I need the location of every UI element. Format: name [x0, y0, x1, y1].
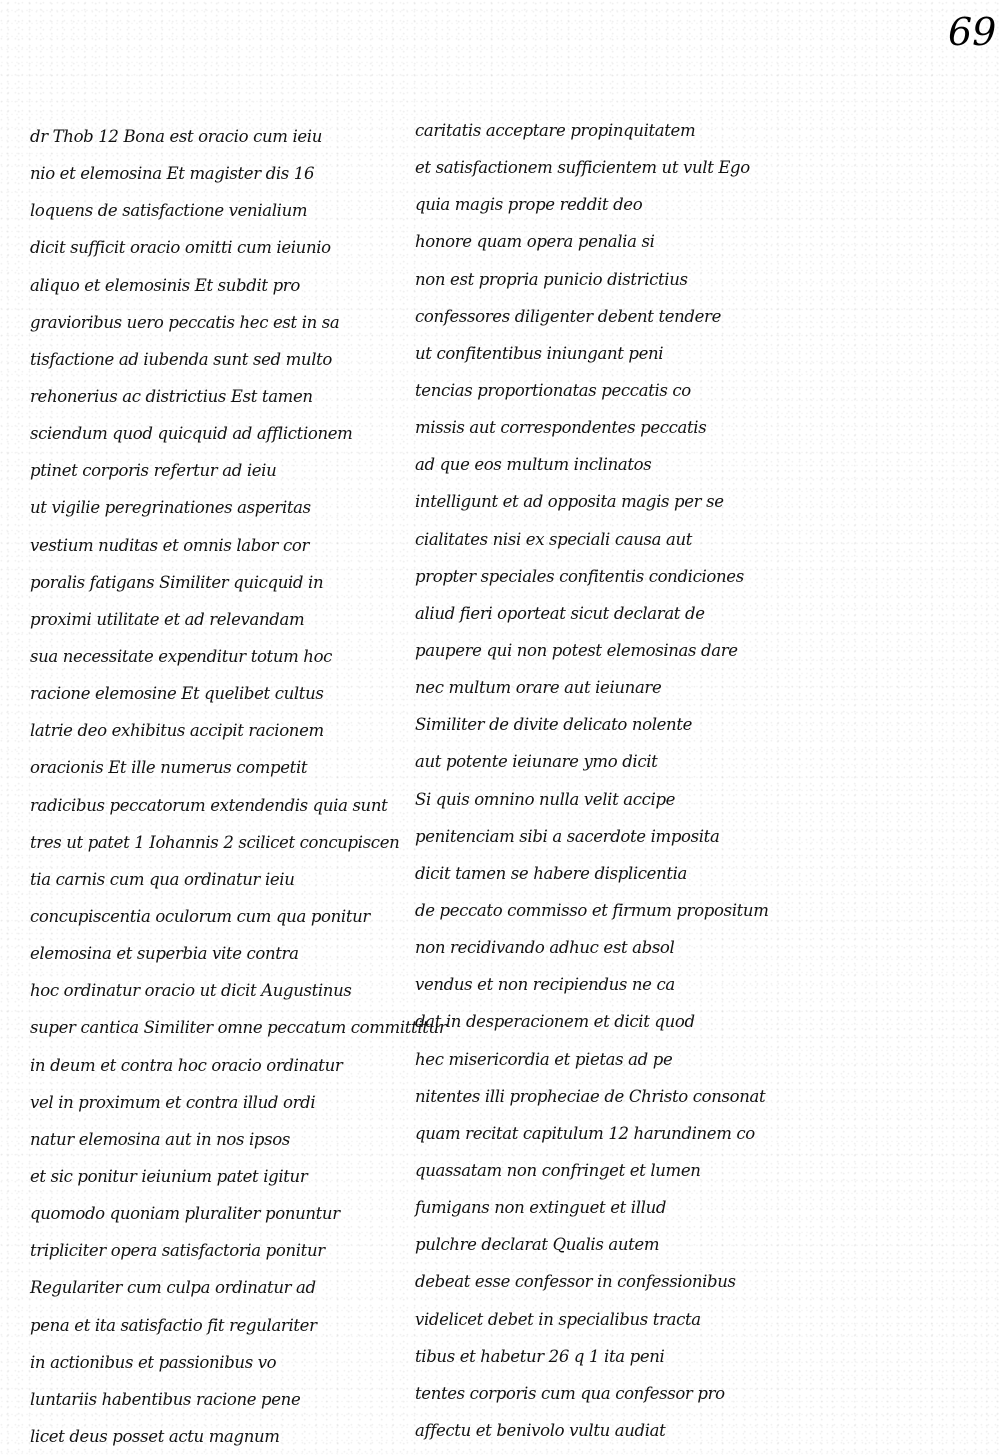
- left-column-line: racione elemosine Et quelibet cultus: [30, 684, 324, 704]
- left-column-line: ut vigilie peregrinationes asperitas: [30, 498, 311, 518]
- left-column-line: super cantica Similiter omne peccatum committitur: [30, 1018, 447, 1038]
- right-column-line: missis aut correspondentes peccatis: [415, 418, 707, 438]
- right-column-line: quam recitat capitulum 12 harundinem co: [415, 1123, 755, 1143]
- left-column-line: hoc ordinatur oracio ut dicit Augustinus: [30, 981, 352, 1001]
- left-column-line: tisfactione ad iubenda sunt sed multo: [30, 349, 332, 369]
- left-column-line: aliquo et elemosinis Et subdit pro: [30, 275, 300, 295]
- right-column-line: debeat esse confessor in confessionibus: [415, 1272, 736, 1292]
- left-column-line: dicit sufficit oracio omitti cum ieiunio: [30, 238, 331, 258]
- page-number: 69: [948, 10, 997, 54]
- left-column-line: luntariis habentibus racione pene: [30, 1389, 301, 1409]
- right-column-line: caritatis acceptare propinquitatem: [415, 121, 696, 140]
- left-column-line: vestium nuditas et omnis labor cor: [30, 535, 309, 555]
- left-column-line: dr Thob 12 Bona est oracio cum ieiu: [30, 127, 322, 146]
- left-column-line: tres ut patet 1 Iohannis 2 scilicet concupiscen: [30, 832, 400, 852]
- right-column-line: intelligunt et ad opposita magis per se: [415, 492, 724, 512]
- left-column-line: poralis fatigans Similiter quicquid in: [30, 572, 324, 592]
- left-column-line: in deum et contra hoc oracio ordinatur: [30, 1055, 343, 1075]
- right-column-line: propter speciales confitentis condiciones: [415, 566, 744, 586]
- left-column-line: quomodo quoniam pluraliter ponuntur: [30, 1204, 340, 1224]
- right-column-line: tencias proportionatas peccatis co: [415, 380, 691, 400]
- right-column-line: paupere qui non potest elemosinas dare: [415, 640, 738, 660]
- left-column-line: latrie deo exhibitus accipit racionem: [30, 721, 324, 741]
- right-column-line: de peccato commisso et firmum propositum: [415, 900, 769, 920]
- left-column-line: oracionis Et ille numerus competit: [30, 758, 308, 778]
- left-column-line: natur elemosina aut in nos ipsos: [30, 1129, 290, 1149]
- left-column-line: tia carnis cum qua ordinatur ieiu: [30, 869, 295, 889]
- left-column-line: in actionibus et passionibus vo: [30, 1352, 277, 1372]
- right-column-line: non recidivando adhuc est absol: [415, 938, 675, 958]
- right-column-line: ut confitentibus iniungant peni: [415, 343, 664, 363]
- left-column-line: licet deus posset actu magnum: [30, 1426, 280, 1446]
- right-column-line: confessores diligenter debent tendere: [415, 306, 721, 326]
- right-column-line: et satisfactionem sufficientem ut vult Ego: [415, 158, 750, 178]
- right-column-line: dat in desperacionem et dicit quod: [415, 1012, 695, 1032]
- right-column-line: fumigans non extinguet et illud: [415, 1198, 667, 1218]
- right-column-line: quia magis prope reddit deo: [415, 195, 643, 215]
- left-column-line: concupiscentia oculorum cum qua ponitur: [30, 906, 370, 926]
- right-column-line: affectu et benivolo vultu audiat: [415, 1420, 666, 1440]
- right-column-line: tentes corporis cum qua confessor pro: [415, 1383, 725, 1403]
- left-column-line: nio et elemosina Et magister dis 16: [30, 164, 315, 184]
- right-column-line: hec misericordia et pietas ad pe: [415, 1049, 673, 1069]
- left-column-line: ptinet corporis refertur ad ieiu: [30, 461, 277, 481]
- right-column-line: tibus et habetur 26 q 1 ita peni: [415, 1346, 665, 1366]
- left-column-line: tripliciter opera satisfactoria ponitur: [30, 1241, 325, 1261]
- left-column-line: gravioribus uero peccatis hec est in sa: [30, 312, 340, 332]
- left-column-line: radicibus peccatorum extendendis quia sunt: [30, 795, 388, 815]
- left-column-line: sua necessitate expenditur totum hoc: [30, 646, 333, 666]
- right-column-line: quassatam non confringet et lumen: [415, 1160, 701, 1180]
- left-column-line: rehonerius ac districtius Est tamen: [30, 386, 313, 406]
- left-column-line: vel in proximum et contra illud ordi: [30, 1092, 316, 1112]
- right-column-line: nitentes illi propheciae de Christo consonat: [415, 1086, 766, 1106]
- left-column-line: loquens de satisfactione venialium: [30, 201, 308, 221]
- right-column-line: honore quam opera penalia si: [415, 232, 655, 252]
- right-column-line: cialitates nisi ex speciali causa aut: [415, 529, 693, 549]
- right-column-line: vendus et non recipiendus ne ca: [415, 975, 675, 995]
- right-column-line: non est propria punicio districtius: [415, 269, 688, 289]
- right-column-line: penitenciam sibi a sacerdote imposita: [415, 826, 720, 846]
- right-column-line: videlicet debet in specialibus tracta: [415, 1309, 701, 1329]
- right-column-line: nec multum orare aut ieiunare: [415, 678, 662, 698]
- right-column-line: dicit tamen se habere displicentia: [415, 863, 688, 883]
- right-text-column: [415, 112, 785, 1449]
- right-column-line: aliud fieri oporteat sicut declarat de: [415, 603, 705, 623]
- left-column-line: proximi utilitate et ad relevandam: [30, 609, 305, 629]
- right-column-line: ad que eos multum inclinatos: [415, 455, 652, 475]
- left-column-line: sciendum quod quicquid ad afflictionem: [30, 424, 353, 444]
- left-text-column: [30, 118, 447, 1455]
- right-column-line: pulchre declarat Qualis autem: [415, 1235, 660, 1255]
- right-column-line: aut potente ieiunare ymo dicit: [415, 752, 658, 772]
- left-column-line: pena et ita satisfactio fit regulariter: [30, 1315, 317, 1335]
- left-column-line: elemosina et superbia vite contra: [30, 944, 299, 964]
- left-column-line: Regulariter cum culpa ordinatur ad: [30, 1278, 316, 1298]
- left-column-line: et sic ponitur ieiunium patet igitur: [30, 1166, 308, 1186]
- right-column-line: Similiter de divite delicato nolente: [415, 715, 693, 735]
- right-column-line: Si quis omnino nulla velit accipe: [415, 789, 676, 809]
